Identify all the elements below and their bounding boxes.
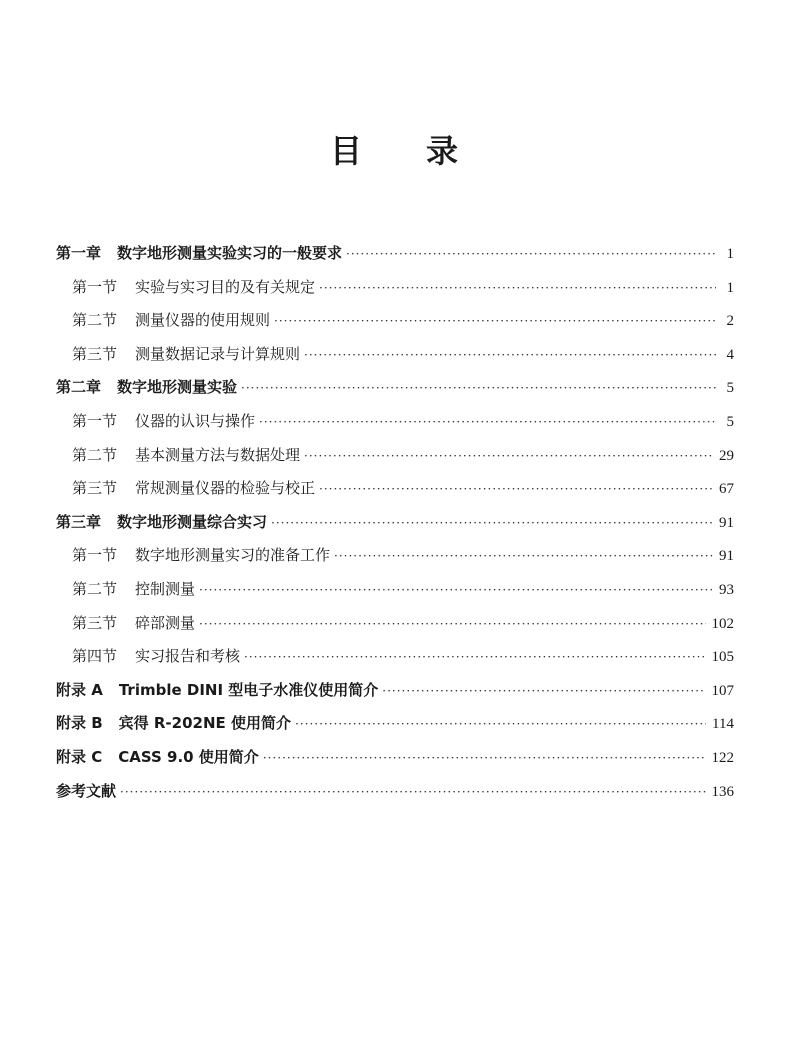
- toc-entry-label: 第二章: [56, 378, 102, 397]
- toc-entry-section[interactable]: [56, 405, 734, 439]
- toc-entry-page: 114: [712, 716, 734, 733]
- toc-leader-dots: [263, 742, 706, 776]
- toc-entry-page: 107: [711, 682, 734, 699]
- toc-entry-label: 第四节: [72, 647, 118, 666]
- toc-entry-page: 1: [726, 246, 734, 262]
- toc-entry-appendix-c[interactable]: [56, 741, 734, 775]
- toc-entry-label: 附录 A: [56, 680, 103, 699]
- toc-entry-title: 碎部测量: [135, 613, 196, 632]
- toc-leader-dots: [382, 675, 705, 709]
- toc-entry-section[interactable]: [56, 439, 734, 473]
- toc-entry-label: 第三章: [56, 512, 102, 531]
- toc-entry-page: 105: [711, 649, 734, 666]
- toc-entry-section[interactable]: [56, 539, 734, 573]
- toc-entry-title: 数字地形测量实验实习的一般要求: [117, 244, 343, 262]
- toc-leader-dots: [346, 238, 716, 272]
- toc-leader-dots: [244, 641, 705, 675]
- toc-entry-page: 2: [726, 313, 734, 330]
- toc-entry-section[interactable]: [56, 271, 734, 305]
- toc-entry-title: 数字地形测量综合实习: [117, 512, 268, 531]
- toc-entry-section[interactable]: [56, 472, 734, 506]
- toc-entry-title: 实验与实习目的及有关规定: [135, 277, 316, 296]
- toc-entry-title: 仪器的认识与操作: [135, 411, 256, 430]
- toc-entry-page: 91: [719, 514, 734, 531]
- toc-entry-section[interactable]: [56, 338, 734, 372]
- toc-entry-title: 宾得 R-202NE 使用简介: [118, 714, 291, 733]
- toc-entry-title: 测量数据记录与计算规则: [135, 344, 301, 363]
- toc-entry-label: 第一章: [56, 244, 102, 262]
- toc-entry-section[interactable]: [56, 640, 734, 674]
- toc-leader-dots: [295, 708, 706, 742]
- toc-entry-label: 第三节: [72, 613, 118, 632]
- toc-entry-page: 122: [711, 749, 734, 766]
- toc-entry-title: 常规测量仪器的检验与校正: [135, 479, 316, 498]
- toc-entry-appendix-b[interactable]: [56, 707, 734, 741]
- page-title-char-1: 目: [329, 132, 364, 171]
- toc-leader-dots: [319, 272, 716, 306]
- toc-leader-dots: [120, 776, 705, 810]
- page-title-char-2: 录: [426, 132, 461, 171]
- toc-entry-title: 实习报告和考核: [135, 647, 241, 666]
- toc-leader-dots: [199, 574, 713, 608]
- toc-leader-dots: [334, 540, 713, 574]
- toc-leader-dots: [271, 507, 713, 541]
- toc-leader-dots: [304, 339, 716, 373]
- toc-entry-section[interactable]: [56, 573, 734, 607]
- toc-entry-label: 附录 B: [56, 714, 103, 733]
- toc-leader-dots: [304, 440, 713, 474]
- toc-entry-page: 5: [726, 380, 734, 397]
- toc-entry-label: 第三节: [72, 344, 118, 363]
- toc-leader-dots: [259, 406, 716, 440]
- toc-entry-label: 第三节: [72, 479, 118, 498]
- toc-entry-title: 数字地形测量实验: [117, 378, 238, 397]
- toc-entry-title: CASS 9.0 使用简介: [118, 747, 259, 766]
- toc-entry-label: 第二节: [72, 579, 118, 598]
- toc-entry-page: 29: [719, 447, 734, 464]
- toc-entry-page: 91: [719, 548, 734, 565]
- toc-entry-title: 基本测量方法与数据处理: [135, 445, 301, 464]
- toc-leader-dots: [319, 473, 713, 507]
- toc-entry-page: 136: [711, 783, 734, 800]
- table-of-contents: [56, 237, 734, 808]
- toc-entry-appendix-a[interactable]: [56, 674, 734, 708]
- toc-entry-title: Trimble DINI 型电子水准仪使用简介: [118, 680, 379, 699]
- toc-leader-dots: [274, 305, 716, 339]
- toc-entry-label: 第一节: [72, 277, 118, 296]
- toc-entry-page: 1: [726, 279, 734, 296]
- toc-entry-label: 第一节: [72, 546, 118, 565]
- toc-entry-chapter-1[interactable]: [56, 237, 734, 271]
- toc-entry-title: 控制测量: [135, 579, 196, 598]
- toc-entry-page: 102: [711, 615, 734, 632]
- toc-entry-page: 67: [719, 481, 734, 498]
- toc-entry-label: 附录 C: [56, 747, 103, 766]
- toc-entry-title: 数字地形测量实习的准备工作: [135, 546, 331, 565]
- toc-leader-dots: [241, 372, 716, 406]
- toc-entry-page: 5: [726, 413, 734, 430]
- toc-entry-chapter-3[interactable]: [56, 506, 734, 540]
- page-title: [0, 129, 790, 173]
- toc-entry-chapter-2[interactable]: [56, 371, 734, 405]
- toc-entry-title: 测量仪器的使用规则: [135, 311, 271, 330]
- toc-entry-references[interactable]: [56, 775, 734, 809]
- toc-entry-page: 93: [719, 581, 734, 598]
- toc-entry-section[interactable]: [56, 304, 734, 338]
- toc-entry-label: 第二节: [72, 445, 118, 464]
- toc-entry-label: 第二节: [72, 311, 118, 330]
- toc-entry-label: 第一节: [72, 411, 118, 430]
- toc-entry-section[interactable]: [56, 607, 734, 641]
- toc-entry-label: 参考文献: [56, 781, 117, 800]
- toc-entry-page: 4: [726, 346, 734, 363]
- toc-leader-dots: [199, 608, 705, 642]
